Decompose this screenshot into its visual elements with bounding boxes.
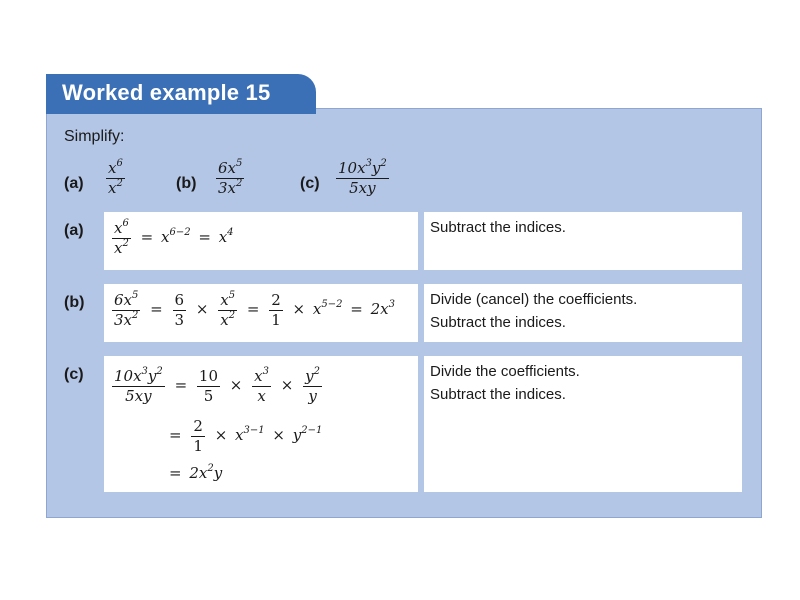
num: 2 xyxy=(271,291,281,309)
term: y xyxy=(213,464,223,482)
num: x xyxy=(108,159,117,177)
exp: 4 xyxy=(227,227,234,238)
exp: 6 xyxy=(116,158,123,169)
fraction xyxy=(112,368,165,404)
num: 10x xyxy=(114,367,142,385)
simplify-label: Simplify: xyxy=(64,128,125,145)
exp: 2 xyxy=(156,366,163,377)
fraction xyxy=(112,292,140,328)
solution-label-b: (b) xyxy=(64,294,85,311)
equals: = xyxy=(350,300,363,318)
exp: 3−1 xyxy=(243,425,265,436)
num: x xyxy=(220,291,229,309)
term: x xyxy=(312,300,322,318)
term: x xyxy=(160,228,170,246)
exp: 3 xyxy=(388,299,395,310)
solution-a-explanation xyxy=(430,216,566,239)
fraction xyxy=(336,160,389,196)
explanation-line: Subtract the indices. xyxy=(430,386,566,403)
explanation-line: Subtract the indices. xyxy=(430,314,566,331)
fraction xyxy=(106,160,125,196)
exp: 2 xyxy=(313,366,320,377)
fraction xyxy=(216,160,244,196)
exp: 2 xyxy=(228,309,236,321)
solution-a-working xyxy=(110,220,234,256)
den: 1 xyxy=(271,310,281,329)
exp: 5−2 xyxy=(321,299,343,310)
den: 5 xyxy=(203,386,214,405)
den: x xyxy=(114,238,123,257)
num: 6x xyxy=(114,291,133,309)
times: × xyxy=(272,426,285,444)
solution-c-explanation xyxy=(430,360,580,406)
explanation-line: Divide (cancel) the coefficients. xyxy=(430,291,638,308)
solution-c-working-line-3 xyxy=(166,464,222,482)
solution-c-working-line-2 xyxy=(166,418,322,454)
equals: = xyxy=(169,426,182,444)
exp: 2 xyxy=(207,463,214,474)
num: y xyxy=(371,159,381,177)
solution-label-c: (c) xyxy=(64,366,84,383)
equals: = xyxy=(198,228,211,246)
times: × xyxy=(280,376,294,394)
prompt-label-b: (b) xyxy=(176,175,197,192)
exp: 6 xyxy=(122,218,129,229)
fraction xyxy=(303,368,322,404)
term: 2x xyxy=(370,300,389,318)
num: 10x xyxy=(338,159,366,177)
prompt-label-c: (c) xyxy=(300,175,320,192)
den: 5xy xyxy=(125,386,152,405)
num: 10 xyxy=(198,367,219,385)
equals: = xyxy=(174,376,188,394)
exp: 2 xyxy=(380,158,387,169)
den: x xyxy=(257,386,266,405)
times: × xyxy=(229,376,243,394)
prompt-expression-b xyxy=(214,160,246,196)
den: 3x xyxy=(218,178,237,197)
exp: 5 xyxy=(236,158,243,169)
prompt-expression-c xyxy=(334,160,391,196)
prompt-label-a: (a) xyxy=(64,175,84,192)
fraction xyxy=(218,292,237,328)
equals: = xyxy=(169,464,182,482)
num: 6 xyxy=(174,291,185,309)
exp: 3 xyxy=(365,158,372,169)
exp: 6−2 xyxy=(169,227,191,238)
num: x xyxy=(254,367,263,385)
exp: 2 xyxy=(122,237,129,249)
den: 3 xyxy=(174,310,185,329)
num: 6x xyxy=(218,159,237,177)
equals: = xyxy=(246,300,260,318)
solution-b-explanation xyxy=(430,288,637,334)
term: x xyxy=(218,228,228,246)
solution-label-a: (a) xyxy=(64,222,84,239)
exp: 2 xyxy=(132,309,139,321)
fraction xyxy=(173,292,187,328)
den: 3x xyxy=(114,310,133,329)
term: x xyxy=(235,426,244,444)
den: 5xy xyxy=(349,178,376,197)
exp: 2 xyxy=(236,177,243,189)
fraction xyxy=(197,368,220,404)
explanation-line: Divide the coefficients. xyxy=(430,363,580,380)
den: 1 xyxy=(193,436,203,455)
exp: 3 xyxy=(141,366,148,377)
times: × xyxy=(292,300,306,318)
equals: = xyxy=(140,228,154,246)
den: x xyxy=(108,178,117,197)
explanation-line: Subtract the indices. xyxy=(430,219,566,236)
exp: 5 xyxy=(132,290,139,301)
fraction xyxy=(191,418,205,454)
den: y xyxy=(308,386,317,405)
fraction xyxy=(112,220,131,256)
solution-b-working xyxy=(110,292,395,328)
num: y xyxy=(305,367,314,385)
fraction xyxy=(252,368,271,404)
num: 2 xyxy=(193,417,203,435)
term: 2x xyxy=(189,464,208,482)
exp: 3 xyxy=(262,366,269,377)
den: x xyxy=(220,310,229,329)
num: y xyxy=(147,367,157,385)
exp: 5 xyxy=(228,290,236,301)
num: x xyxy=(114,219,123,237)
term: y xyxy=(292,426,302,444)
times: × xyxy=(195,300,209,318)
fraction xyxy=(269,292,283,328)
solution-c-working-line-1 xyxy=(110,368,324,404)
prompt-expression-a xyxy=(104,160,127,196)
page-title: Worked example 15 xyxy=(62,80,271,105)
exp: 2−1 xyxy=(301,425,323,436)
exp: 2 xyxy=(116,177,123,189)
times: × xyxy=(214,426,228,444)
equals: = xyxy=(150,300,163,318)
